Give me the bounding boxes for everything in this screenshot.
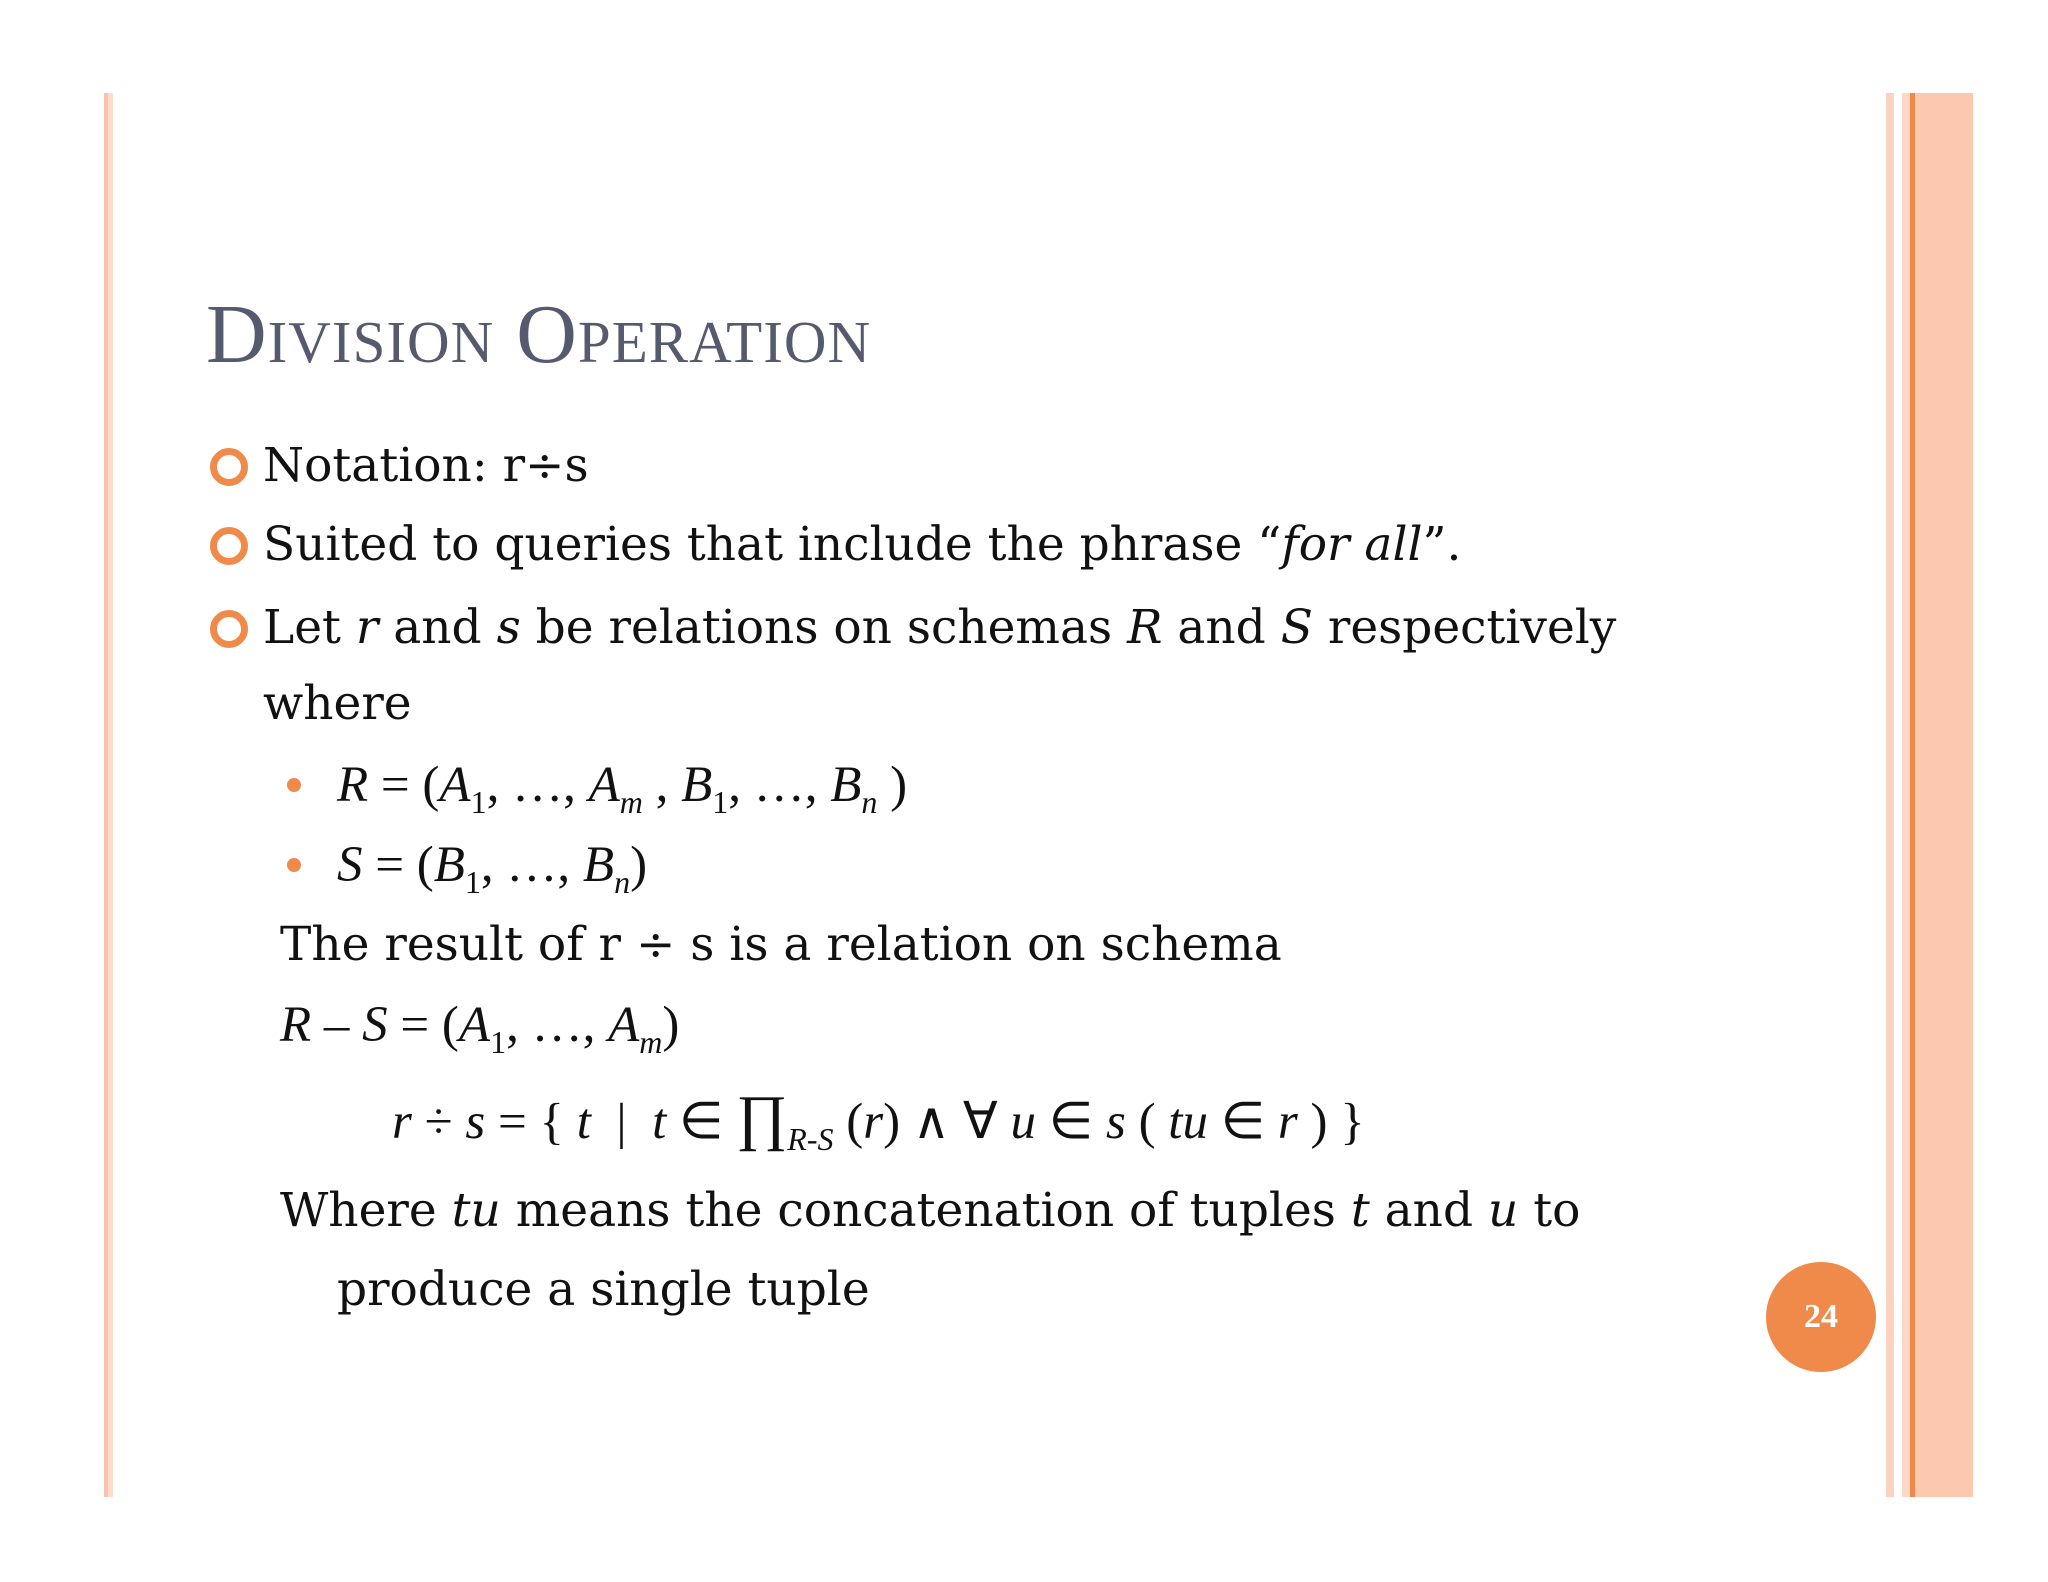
- concatenation-note: Where tu means the concatenation of tuples t and u to: [280, 1183, 1581, 1238]
- page-number-badge: 24: [1766, 1262, 1876, 1372]
- right-border-bar: [1886, 93, 1894, 1497]
- bullet-relations-continued: where: [263, 676, 412, 731]
- slide-title: Division Operation: [206, 288, 872, 381]
- bullet-relations: Let r and s be relations on schemas R and S respectively: [263, 600, 1617, 655]
- bullet-for-all: Suited to queries that include the phrase “for all”.: [263, 517, 1462, 572]
- division-formula: r ÷ s = { t | t ∈ $\prod_{R-S}$ (r) ∧ ∀ u ∈ s ( tu ∈ r ) }: [392, 1084, 1365, 1157]
- dot-bullet-icon: [287, 778, 301, 792]
- bullet-notation: Notation: r÷s: [263, 438, 589, 493]
- right-border-bar-light: [1902, 93, 1910, 1497]
- result-schema: $R - S = (A_1$, …, $A_m$): [280, 997, 680, 1060]
- schema-s-definition: $S = (B_1$, …, $B_n$): [337, 837, 648, 900]
- ring-bullet-icon: [210, 527, 248, 565]
- right-border-band: [1915, 93, 1973, 1497]
- concatenation-note-continued: produce a single tuple: [337, 1262, 870, 1317]
- schema-r-definition: $R = (A_1$, …, $A_m$ , $B_1$, …, $B_n$ ): [337, 757, 908, 820]
- left-border-bar-light: [108, 93, 113, 1497]
- result-statement: The result of r ÷ s is a relation on schema: [280, 917, 1282, 972]
- ring-bullet-icon: [210, 448, 248, 486]
- dot-bullet-icon: [287, 858, 301, 872]
- ring-bullet-icon: [210, 610, 248, 648]
